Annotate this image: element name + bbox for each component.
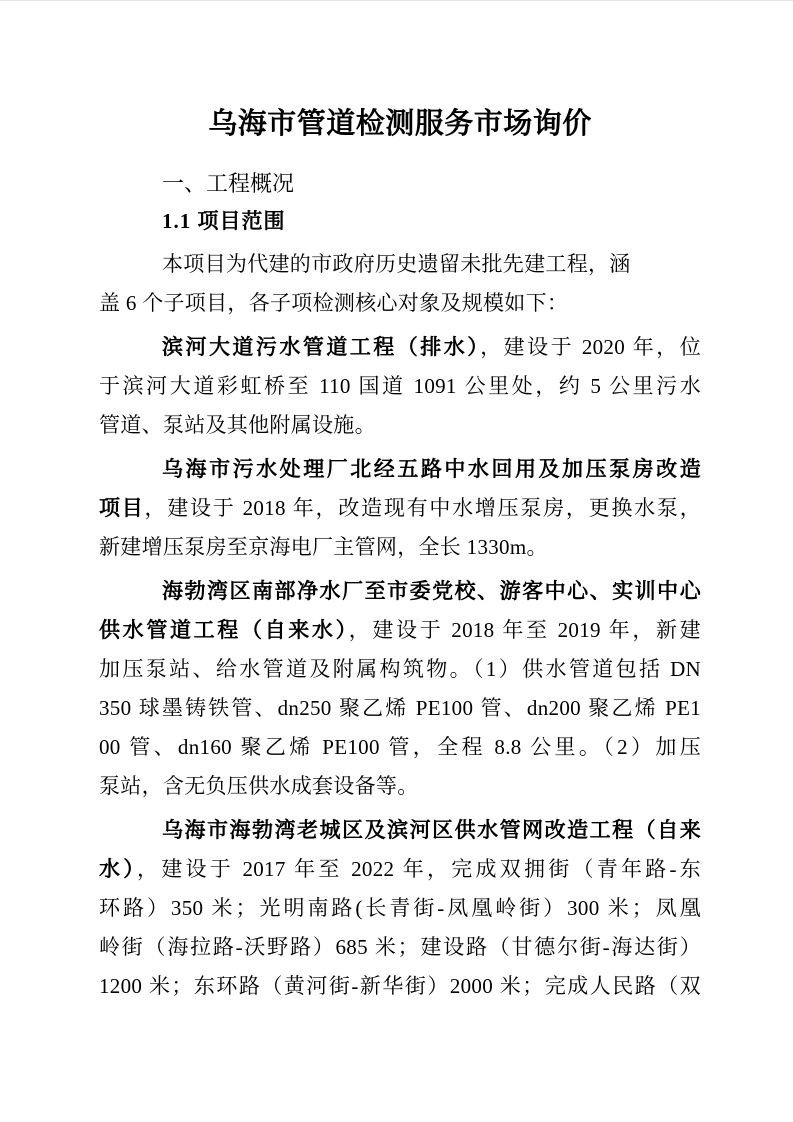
text-run: 1200 米；东环路（黄河街-新华街）2000 米；完成人民路（双 xyxy=(99,974,701,998)
text-run: 加压泵站、给水管道及附属构筑物。（1）供水管道包括 DN xyxy=(99,657,701,681)
text-run: 盖 6 个子项目，各子项检测核心对象及规模如下： xyxy=(99,291,569,315)
bold-text-run: 滨河大道污水管道工程（排水） xyxy=(162,335,481,359)
text-run: 350 球墨铸铁管、dn250 聚乙烯 PE100 管、dn200 聚乙烯 PE1 xyxy=(99,696,701,720)
bold-text-run: 海勃湾区南部净水厂至市委党校、游客中心、实训中心 xyxy=(162,579,701,603)
text-run: ，建设于 2017 年至 2022 年，完成双拥街（青年路-东 xyxy=(136,857,701,881)
paragraph-line xyxy=(99,650,701,689)
paragraph-line xyxy=(99,767,701,806)
text-run: 本项目为代建的市政府历史遗留未批先建工程，涵 xyxy=(162,252,631,276)
paragraph xyxy=(99,811,701,1006)
document-body xyxy=(99,245,701,1006)
bold-text-run: 水） xyxy=(99,857,137,881)
paragraph-line xyxy=(99,328,701,367)
paragraph-line xyxy=(99,611,701,650)
paragraph-line xyxy=(99,689,701,728)
bold-text-run: 乌海市海勃湾老城区及滨河区供水管网改造工程（自来 xyxy=(162,818,701,842)
text-run: 泵站，含无负压供水成套设备等。 xyxy=(99,774,419,798)
text-run: 于滨河大道彩虹桥至 110 国道 1091 公里处，约 5 公里污水 xyxy=(99,374,701,398)
section-heading: 一、工程概况 xyxy=(162,171,295,196)
text-run: 新建增压泵房至京海电厂主管网，全长 1330m。 xyxy=(99,535,548,559)
paragraph-line xyxy=(99,967,701,1006)
text-run: 00 管、dn160 聚乙烯 PE100 管，全程 8.8 公里。（2）加压 xyxy=(99,735,701,759)
paragraph-line xyxy=(99,450,701,489)
paragraph-line xyxy=(99,850,701,889)
text-run: 环路）350 米；光明南路(长青街-凤凰岭街）300 米；凤凰 xyxy=(99,896,701,920)
paragraph-line xyxy=(99,889,701,928)
paragraph-line xyxy=(99,406,701,445)
paragraph-line xyxy=(99,245,701,284)
document-content xyxy=(99,1,701,1006)
paragraph-line xyxy=(99,528,701,567)
text-run: ，建设于 2020 年，位 xyxy=(480,335,702,359)
paragraph-line xyxy=(99,489,701,528)
paragraph-line xyxy=(99,284,701,323)
bold-text-run: 乌海市污水处理厂北经五路中水回用及加压泵房改造 xyxy=(162,457,701,481)
paragraph-line xyxy=(99,728,701,767)
paragraph-line xyxy=(99,928,701,967)
paragraph xyxy=(99,245,701,323)
document-title: 乌海市管道检测服务市场询价 xyxy=(208,108,592,140)
paragraph xyxy=(99,450,701,567)
text-run: 岭街（海拉路-沃野路）685 米；建设路（甘德尔街-海达街） xyxy=(99,935,701,959)
subsection-heading: 1.1 项目范围 xyxy=(162,209,286,233)
bold-text-run: 项目 xyxy=(99,496,145,520)
paragraph-line xyxy=(99,367,701,406)
text-run: 管道、泵站及其他附属设施。 xyxy=(99,413,376,437)
text-run: ，建设于 2018 年，改造现有中水增压泵房，更换水泵， xyxy=(144,496,701,520)
paragraph-line xyxy=(99,572,701,611)
paragraph xyxy=(99,572,701,806)
paragraph xyxy=(99,328,701,445)
text-run: ，建设于 2018 年至 2019 年，新建 xyxy=(348,618,701,642)
bold-text-run: 供水管道工程（自来水） xyxy=(99,618,349,642)
paragraph-line xyxy=(99,811,701,850)
